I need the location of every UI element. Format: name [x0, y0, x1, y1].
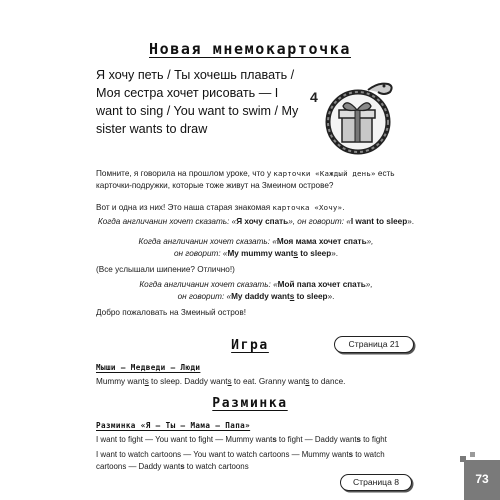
- line-two: [96, 202, 426, 214]
- welcome-text: Добро пожаловать на Змеиный остров!: [96, 308, 246, 317]
- game-text-s3: s: [305, 377, 310, 386]
- page-number-block: [464, 460, 500, 500]
- game-text-s2: s: [227, 377, 232, 386]
- example1-ru: Я хочу спать: [236, 217, 289, 226]
- snake-gift-card-image: [296, 72, 396, 158]
- decor-square: [460, 456, 466, 462]
- example2-pre2: он говорит: «: [173, 249, 228, 258]
- game-text-b: to sleep. Daddy want: [148, 377, 228, 386]
- line2-part2: .: [342, 203, 345, 212]
- game-text-c: to eat. Granny want: [231, 377, 306, 386]
- example3-post1: »,: [365, 280, 373, 289]
- warmup-line3-a: cartoons — Daddy want: [96, 462, 181, 471]
- intro-card-name: карточки «Каждый день»: [273, 169, 376, 178]
- warmup-line1-a: I want to fight — You want to fight — Mummy want: [96, 435, 273, 444]
- warmup-line1: [96, 434, 426, 446]
- warmup-line1-b: to fight — Daddy want: [276, 435, 357, 444]
- example-three-line1: [96, 279, 416, 291]
- game-text-d: to dance.: [309, 377, 346, 386]
- warmup-line3: [96, 461, 426, 473]
- game-text: [96, 376, 426, 388]
- example2-pre: Когда англичанин хочет сказать: «: [138, 237, 277, 246]
- warmup-line2-a: I want to watch cartoons — You want to watch cartoons — Mummy want: [96, 450, 349, 459]
- page-number: 73: [475, 472, 489, 486]
- warmup-line1-c: to fight: [360, 435, 387, 444]
- card-number: 4: [310, 89, 318, 105]
- example3-en-b: to sleep: [294, 292, 328, 301]
- warmup-line3-b: to watch cartoons: [184, 462, 249, 471]
- example-two-line1: [96, 236, 416, 248]
- line2-part1: Вот и одна из них! Это наша старая знакомая: [96, 203, 273, 212]
- example3-post2: ».: [327, 292, 335, 301]
- warmup-line2-s1: s: [348, 450, 354, 459]
- example2-ru: Моя мама хочет спать: [276, 237, 367, 246]
- warmup-title: Разминка: [212, 396, 288, 411]
- section-title: Новая мнемокарточка: [149, 40, 351, 58]
- example-two-line2: [96, 248, 416, 260]
- decor-square-small: [470, 452, 475, 457]
- warmup-subtitle: Разминка «Я — Ты — Мама — Папа»: [96, 421, 251, 430]
- warmup-line2-b: to watch: [353, 450, 385, 459]
- example3-pre2: он говорит: «: [177, 292, 232, 301]
- example2-en-a: My mummy want: [227, 249, 294, 258]
- game-title: Игра: [231, 338, 269, 353]
- example1-pre: Когда англичанин хочет сказать: «: [97, 217, 237, 226]
- example3-en-s: s: [289, 292, 295, 301]
- intro-part1: Помните, я говорила на прошлом уроке, что у: [96, 169, 274, 178]
- note-text: (Все услышали шипение? Отлично!): [96, 265, 235, 274]
- example1-mid: », он говорит: «: [288, 217, 351, 226]
- example2-en-s: s: [293, 249, 298, 258]
- warmup-page-badge[interactable]: Страница 8: [340, 474, 412, 491]
- example2-post2: ».: [331, 249, 339, 258]
- game-page-badge[interactable]: Страница 21: [334, 336, 414, 353]
- warmup-line3-s1: s: [180, 462, 185, 471]
- warmup-line1-s1: s: [272, 435, 277, 444]
- game-text-a: Mummy want: [96, 377, 145, 386]
- example2-post1: »,: [366, 237, 374, 246]
- warmup-line1-s2: s: [356, 435, 361, 444]
- example2-en-b: to sleep: [297, 249, 332, 258]
- game-subtitle: Мыши — Медведи — Люди: [96, 363, 201, 372]
- card-phrase: Я хочу петь / Ты хочешь плавать / Моя сестра хочет рисовать — I want to sing / You want to swim / My sister wants to draw: [96, 68, 299, 136]
- example-three-line2: [96, 291, 416, 303]
- example3-ru: Мой папа хочет спать: [277, 280, 366, 289]
- example-one: [96, 216, 416, 228]
- example1-post: ».: [407, 217, 415, 226]
- intro-part2: есть карточки-подружки, которые тоже живут на Змеином острове?: [96, 169, 395, 190]
- example3-pre: Когда англичанин хочет сказать: «: [139, 280, 278, 289]
- line2-card-name: карточка «Хочу»: [272, 203, 343, 212]
- game-text-s1: s: [144, 377, 149, 386]
- example3-en-a: My daddy want: [231, 292, 290, 301]
- intro-paragraph: [96, 168, 416, 191]
- warmup-line2: [96, 449, 426, 461]
- example1-en: I want to sleep: [350, 217, 408, 226]
